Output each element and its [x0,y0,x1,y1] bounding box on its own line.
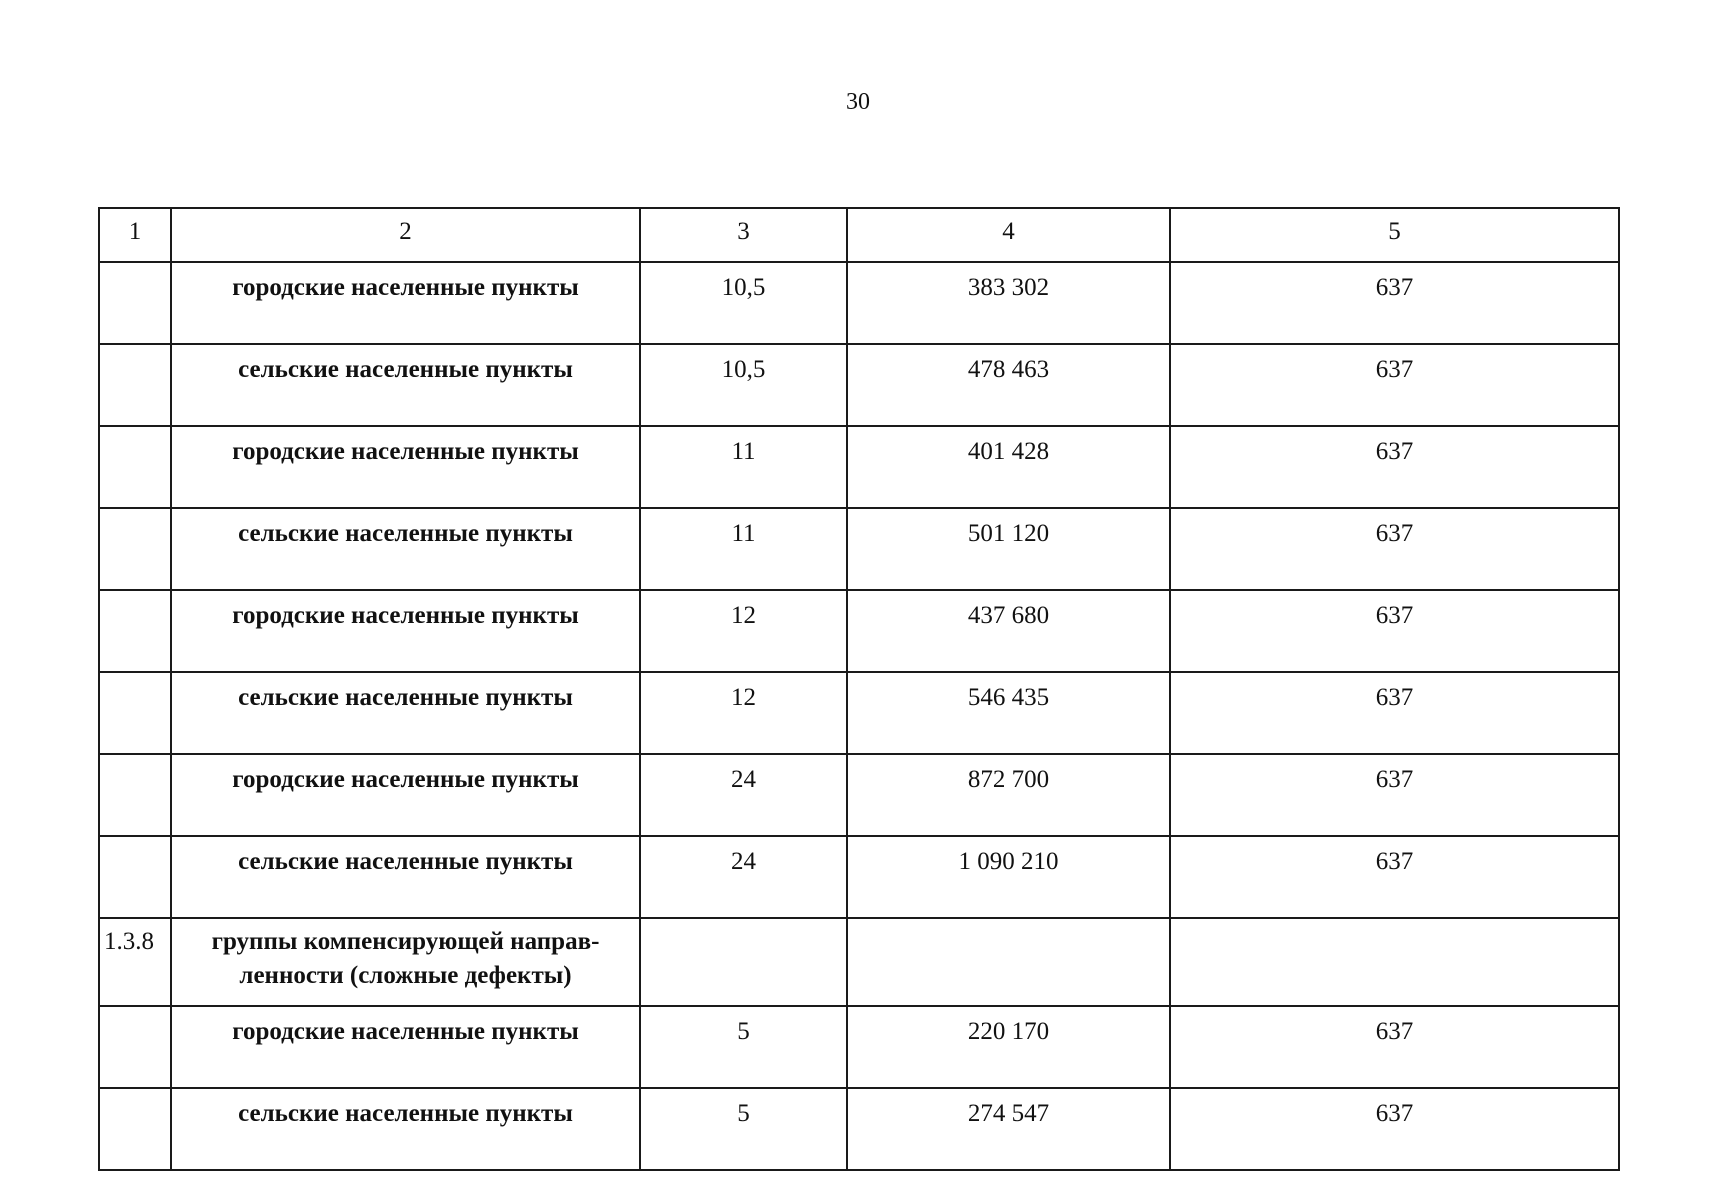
value-cell-4 [847,918,1170,1006]
table-section-row [99,918,1619,1006]
value-cell-4: 383 302 [847,262,1170,344]
value-cell-3: 11 [640,508,847,590]
table-row [99,590,1619,672]
settlement-type-cell: городские населенные пункты [171,754,640,836]
value-cell-4: 546 435 [847,672,1170,754]
value-cell-3: 5 [640,1006,847,1088]
row-number-cell [99,836,171,918]
table-row [99,672,1619,754]
header-cell-5: 5 [1170,208,1619,262]
value-cell-5: 637 [1170,754,1619,836]
value-cell-5: 637 [1170,344,1619,426]
value-cell-4: 1 090 210 [847,836,1170,918]
value-cell-5: 637 [1170,1006,1619,1088]
table-row [99,426,1619,508]
value-cell-3 [640,918,847,1006]
settlement-type-cell: сельские населенные пункты [171,344,640,426]
table-row [99,1088,1619,1170]
row-number-cell [99,426,171,508]
value-cell-3: 11 [640,426,847,508]
value-cell-5: 637 [1170,1088,1619,1170]
header-cell-2: 2 [171,208,640,262]
value-cell-4: 274 547 [847,1088,1170,1170]
row-number-cell [99,1088,171,1170]
value-cell-4: 220 170 [847,1006,1170,1088]
value-cell-3: 5 [640,1088,847,1170]
value-cell-4: 401 428 [847,426,1170,508]
row-number-cell [99,262,171,344]
header-cell-1: 1 [99,208,171,262]
row-number-cell [99,508,171,590]
table-row [99,836,1619,918]
value-cell-5: 637 [1170,590,1619,672]
settlement-type-cell: городские населенные пункты [171,590,640,672]
section-title-cell: группы компенсирующей направ-ленности (сложные дефекты) [171,918,640,1006]
value-cell-5: 637 [1170,836,1619,918]
value-cell-3: 24 [640,754,847,836]
value-cell-4: 478 463 [847,344,1170,426]
table-row [99,508,1619,590]
value-cell-5: 637 [1170,262,1619,344]
table-row [99,754,1619,836]
value-cell-4: 872 700 [847,754,1170,836]
value-cell-4: 501 120 [847,508,1170,590]
value-cell-5 [1170,918,1619,1006]
row-number-cell [99,672,171,754]
table-header-row [99,208,1619,262]
value-cell-3: 10,5 [640,344,847,426]
row-number-cell [99,344,171,426]
value-cell-5: 637 [1170,508,1619,590]
settlement-type-cell: городские населенные пункты [171,426,640,508]
settlement-type-cell: сельские населенные пункты [171,1088,640,1170]
value-cell-3: 10,5 [640,262,847,344]
settlement-type-cell: сельские населенные пункты [171,836,640,918]
data-table [98,207,1620,1171]
row-number-cell [99,754,171,836]
value-cell-3: 12 [640,672,847,754]
table-row [99,344,1619,426]
header-cell-3: 3 [640,208,847,262]
settlement-type-cell: городские населенные пункты [171,262,640,344]
value-cell-3: 24 [640,836,847,918]
header-cell-4: 4 [847,208,1170,262]
row-number-cell [99,590,171,672]
settlement-type-cell: городские населенные пункты [171,1006,640,1088]
page-number: 30 [846,89,870,115]
table-row [99,1006,1619,1088]
settlement-type-cell: сельские населенные пункты [171,508,640,590]
row-number-cell [99,1006,171,1088]
value-cell-5: 637 [1170,672,1619,754]
value-cell-4: 437 680 [847,590,1170,672]
table-row [99,262,1619,344]
settlement-type-cell: сельские населенные пункты [171,672,640,754]
value-cell-3: 12 [640,590,847,672]
section-number-cell: 1.3.8 [99,918,171,1006]
value-cell-5: 637 [1170,426,1619,508]
